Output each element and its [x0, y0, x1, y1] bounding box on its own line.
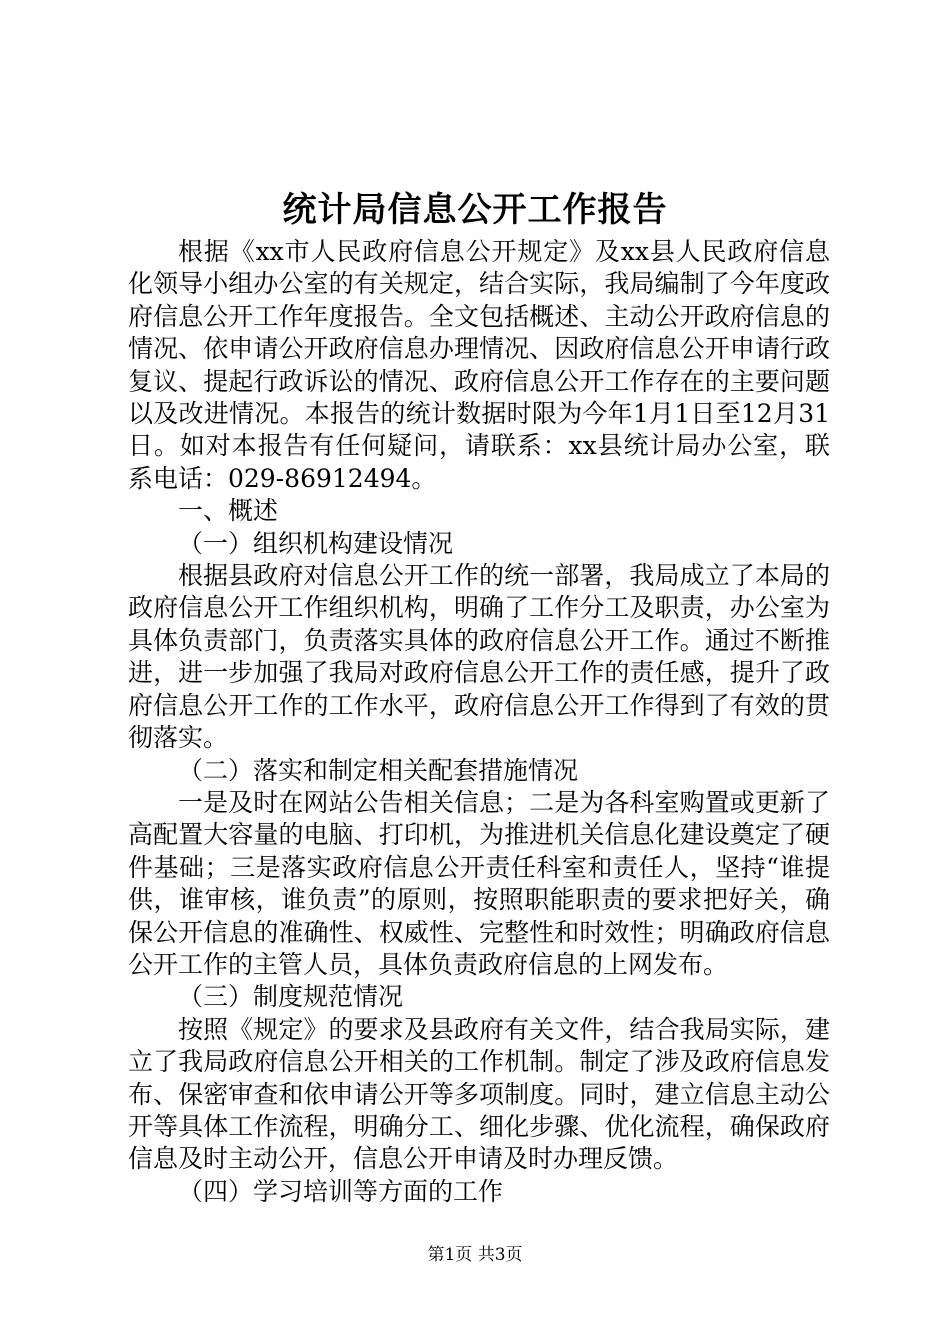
- document-body: [128, 236, 830, 1208]
- paragraph-organization: 根据县政府对信息公开工作的统一部署，我局成立了本局的政府信息公开工作组织机构，明确了工作分工及职责，办公室为具体负责部门，负责落实具体的政府信息公开工作。通过不断推进，进一步加强了我局对政府信息公开工作的责任感，提升了政府信息公开工作的工作水平，政府信息公开工作得到了有效的贯彻落实。: [128, 561, 830, 753]
- section-heading-overview: 一、概述: [178, 496, 279, 526]
- subsection-heading-2: （二）落实和制定相关配套措施情况: [178, 755, 579, 785]
- subsection-heading-4: （四）学习培训等方面的工作: [178, 1176, 504, 1206]
- paragraph-regulations: 按照《规定》的要求及县政府有关文件，结合我局实际，建立了我局政府信息公开相关的工作机制。制定了涉及政府信息发布、保密审查和依申请公开等多项制度。同时，建立信息主动公开等具体工作流程，明确分工、细化步骤、优化流程，确保政府信息及时主动公开，信息公开申请及时办理反馈。: [128, 1014, 830, 1174]
- subsection-heading-1: （一）组织机构建设情况: [178, 528, 454, 558]
- paragraph-measures: 一是及时在网站公告相关信息；二是为各科室购置或更新了高配置大容量的电脑、打印机，为推进机关信息化建设奠定了硬件基础；三是落实政府信息公开责任科室和责任人，坚持“谁提供，谁审核，谁负责”的原则，按照职能职责的要求把好关，确保公开信息的准确性、权威性、完整性和时效性；明确政府信息公开工作的主管人员，具体负责政府信息的上网发布。: [128, 787, 830, 979]
- document-title: 统计局信息公开工作报告: [282, 190, 668, 230]
- page-number-footer: 第1页 共3页: [427, 1245, 523, 1265]
- paragraph-intro: 根据《xx市人民政府信息公开规定》及xx县人民政府信息化领导小组办公室的有关规定，结合实际，我局编制了今年度政府信息公开工作年度报告。全文包括概述、主动公开政府信息的情况、依申请公开政府信息办理情况、因政府信息公开申请行政复议、提起行政诉讼的情况、政府信息公开工作存在的主要问题以及改进情况。本报告的统计数据时限为今年1月1日至12月31日。如对本报告有任何疑问，请联系：xx县统计局办公室，联系电话：029-86912494。: [128, 237, 830, 493]
- subsection-heading-3: （三）制度规范情况: [178, 982, 404, 1012]
